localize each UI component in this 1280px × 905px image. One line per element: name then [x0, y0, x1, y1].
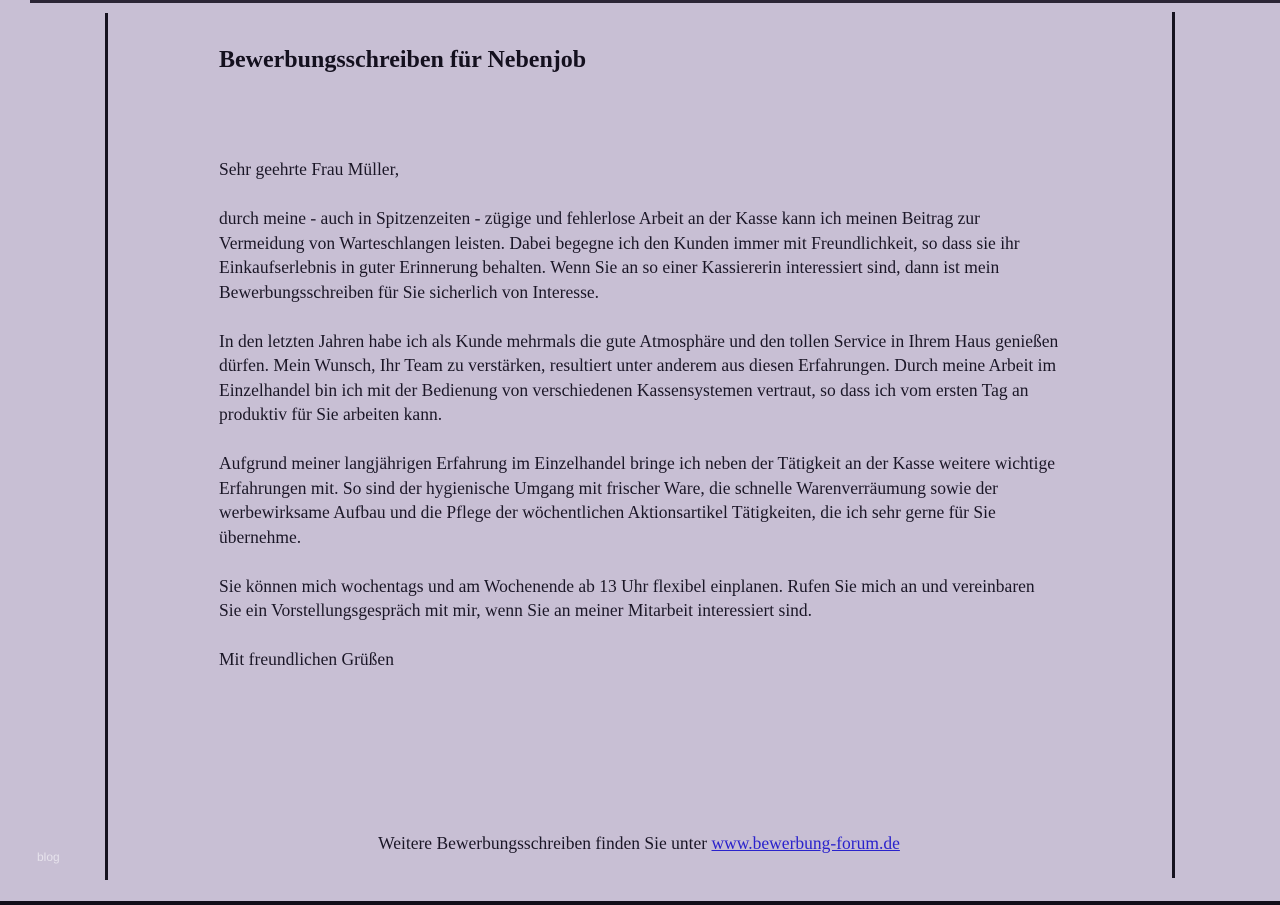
- paragraph-1: durch meine - auch in Spitzenzeiten - zügige und fehlerlose Arbeit an der Kasse kann ich meinen Beitrag zur Vermeidung von Warteschlangen leisten. Dabei begegne ich den Kunden immer mit Freundlichkeit, so dass sie ihr Einkaufserlebnis in guter Erinnerung behalten. Wenn Sie an so einer Kassiererin interessiert sind, dann ist mein Bewerbungsschreiben für Sie sicherlich von Interesse.: [219, 208, 1020, 302]
- right-rule-line: [1172, 12, 1175, 878]
- letter-page: [219, 0, 1059, 696]
- paragraph-4: Sie können mich wochentags und am Wochenende ab 13 Uhr flexibel einplanen. Rufen Sie mich an und vereinbaren Sie ein Vorstellungsgespräch mit mir, wenn Sie an meiner Mitarbeit interessiert sind.: [219, 575, 1035, 620]
- salutation: Sehr geehrte Frau Müller,: [219, 159, 400, 179]
- left-rule-line: [105, 13, 108, 880]
- closing-line: Mit freundlichen Grüßen: [219, 649, 394, 669]
- page-title: Bewerbungsschreiben für Nebenjob: [219, 47, 587, 73]
- bottom-border-line: [0, 901, 1280, 905]
- footer-note: [219, 831, 1059, 856]
- bewerbung-forum-link[interactable]: www.bewerbung-forum.de: [711, 833, 900, 853]
- paragraph-3: Aufgrund meiner langjährigen Erfahrung im Einzelhandel bringe ich neben der Tätigkeit an der Kasse weitere wichtige Erfahrungen mit. So sind der hygienische Umgang mit frischer Ware, die schnelle Warenverräumung sowie der werbewirksame Aufbau und die Pflege der wöchentlichen Aktionsartikel Tätigkeiten, die ich sehr gerne für Sie übernehme.: [219, 453, 1055, 547]
- footer-text: Weitere Bewerbungsschreiben finden Sie unter: [378, 833, 712, 853]
- paragraph-2: In den letzten Jahren habe ich als Kunde mehrmals die gute Atmosphäre und den tollen Service in Ihrem Haus genießen dürfen. Mein Wunsch, Ihr Team zu verstärken, resultiert unter anderem aus diesen Erfahrungen. Durch meine Arbeit im Einzelhandel bin ich mit der Bedienung von verschiedenen Kassensystemen vertraut, so dass ich vom ersten Tag an produktiv für Sie arbeiten kann.: [219, 330, 1059, 424]
- letter-body: [219, 157, 1059, 672]
- blog-watermark: blog: [37, 850, 60, 864]
